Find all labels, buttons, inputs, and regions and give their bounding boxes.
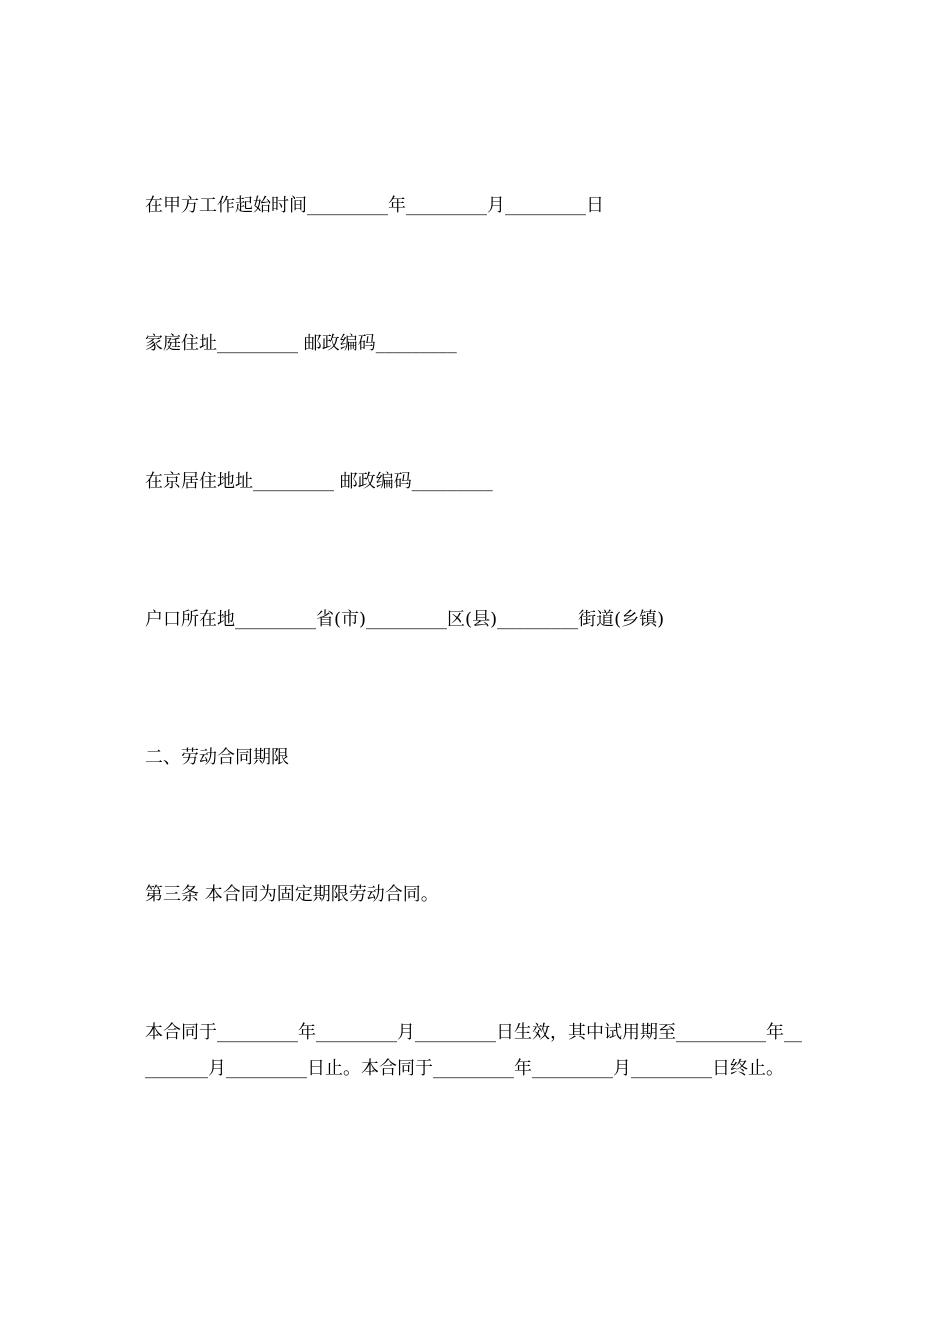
household-registration-line: 户口所在地_________省(市)_________区(县)_________街道(乡镇) bbox=[145, 609, 665, 630]
beijing-address-line: 在京居住地址_________ 邮政编码_________ bbox=[145, 471, 493, 492]
section-heading: 二、劳动合同期限 bbox=[145, 747, 289, 768]
article-three: 第三条 本合同为固定期限劳动合同。 bbox=[145, 884, 439, 905]
home-address-line: 家庭住址_________ 邮政编码_________ bbox=[145, 333, 457, 354]
contract-term-paragraph: 本合同于_________年_________月_________日生效，其中试用期至__________年_________月_________日止。本合同于_________年_________月_________日终止。 bbox=[145, 1022, 802, 1079]
work-start-date-line: 在甲方工作起始时间_________年_________月_________日 bbox=[145, 195, 604, 216]
